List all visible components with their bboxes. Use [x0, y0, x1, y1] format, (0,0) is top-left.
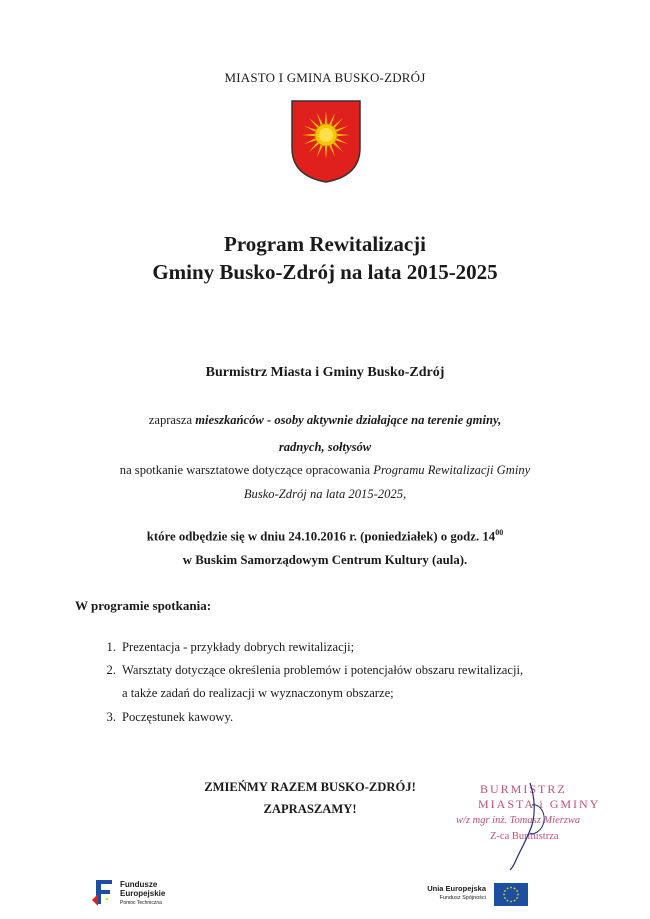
agenda-title: W programie spotkania: [75, 598, 212, 613]
agenda-item-text: Prezentacja - przykłady dobrych rewitalizacji; [122, 640, 355, 654]
closing-invite: ZAPRASZAMY! [263, 802, 357, 816]
invitation-line4 [0, 487, 650, 502]
eu-funds-line1: Fundusze [120, 880, 158, 889]
invitation-program-years: Busko-Zdrój na lata 2015-2025 [243, 487, 403, 501]
eu-funds-label [120, 880, 165, 908]
eu-union-line2: Fundusz Spójności [439, 895, 486, 901]
municipality-header: MIASTO I GMINA BUSKO-ZDRÓJ [224, 70, 426, 85]
invitation-verb: zaprasza [148, 413, 196, 427]
agenda-item-text: Warsztaty dotyczące określenia problemów i potencjałów obszaru rewitalizacji, [122, 663, 524, 677]
closing-slogan: ZMIEŃMY RAZEM BUSKO-ZDRÓJ! [204, 780, 416, 794]
stamp-line2: MIASTA i GMINY [478, 797, 601, 811]
invitation-purpose: na spotkanie warsztatowe dotyczące opracowania [119, 463, 374, 477]
agenda-item-text-continued: a także zadań do realizacji w wyznaczonym obszarze; [122, 686, 394, 700]
eu-funds-logo-icon [92, 878, 116, 906]
meeting-date-time [0, 528, 650, 544]
meeting-date-text: które odbędzie się w dniu 24.10.2016 r. (poniedziałek) o godz. 14 [146, 529, 496, 544]
invitation-program-name: Programu Rewitalizacji Gminy [373, 463, 531, 477]
program-title-line1: Program Rewitalizacji [224, 232, 426, 256]
signature-icon [470, 775, 610, 875]
invitation-audience: mieszkańców - osoby aktywnie działające na terenie gminy, [195, 413, 502, 427]
mayor-heading: Burmistrz Miasta i Gminy Busko-Zdrój [205, 365, 445, 380]
invitation-line1 [0, 413, 650, 428]
eu-funds-line3: Pomoc Techniczna [120, 900, 162, 906]
meeting-time-minutes: 00 [495, 528, 504, 537]
program-title-line2: Gminy Busko-Zdrój na lata 2015-2025 [152, 260, 498, 284]
stamp-line3: w/z mgr inż. Tomasz Mierzwa [456, 815, 581, 826]
invitation-comma: , [403, 487, 407, 501]
invitation-line3 [0, 463, 650, 478]
stamp-line1: BURMISTRZ [480, 782, 567, 796]
eu-union-label [420, 884, 486, 901]
eu-flag-icon [494, 883, 528, 906]
stamp-line4: Z-ca Burmistrza [490, 831, 559, 842]
agenda-item-number: 2. [106, 663, 116, 677]
eu-union-line1: Unia Europejska [427, 884, 486, 893]
agenda-item-number: 3. [106, 710, 116, 724]
invitation-line2 [0, 440, 650, 455]
agenda-item-text: Poczęstunek kawowy. [122, 710, 234, 724]
eu-funds-line2: Europejskie [120, 889, 166, 898]
meeting-venue: w Buskim Samorządowym Centrum Kultury (aula). [182, 553, 468, 567]
invitation-audience-2: radnych, sołtysów [278, 440, 372, 454]
sun-crest-icon [289, 98, 363, 184]
agenda-item-number: 1. [106, 640, 116, 654]
